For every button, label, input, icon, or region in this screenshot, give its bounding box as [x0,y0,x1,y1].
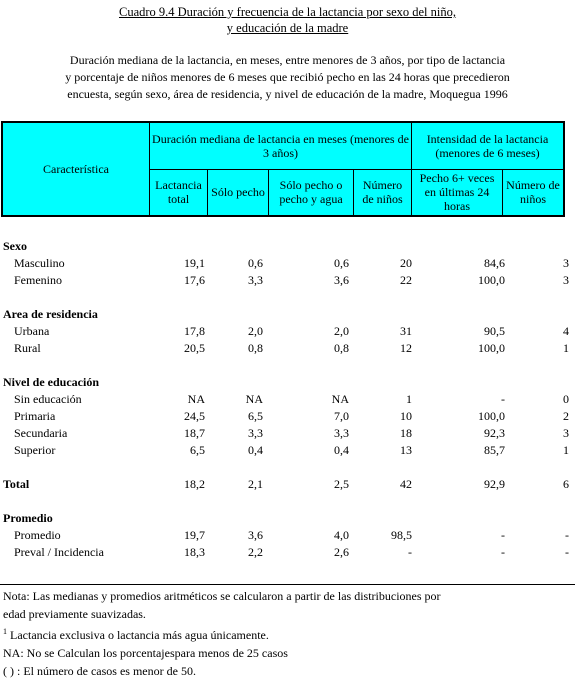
row-label: Secundaria [14,426,68,440]
note-line3-text: Lactancia exclusiva o lactancia más agua únicamente. [7,628,269,642]
cell-col5: - [501,528,505,542]
table-header [1,121,565,217]
header-numero-ninos-2: Número de niños [503,169,565,216]
spacer-row [0,493,575,510]
cell-col1: 24,5 [184,409,205,423]
spacer-row [0,289,575,306]
header-group-duracion: Duración mediana de lactancia en meses (menores de 3 años) [150,122,412,169]
cell-col2: 0,8 [248,341,263,355]
cell-col3: 3,3 [334,426,349,440]
section-row [0,238,575,255]
header-group-intensidad: Intensidad de la lactancia (menores de 6 meses) [412,122,565,169]
cell-col2: 3,3 [248,273,263,287]
row-label: Preval / Incidencia [14,545,104,559]
cell-col5: - [501,392,505,406]
cell-col4: 22 [400,273,412,287]
table-notes [3,587,563,680]
cell-col1: 18,3 [184,545,205,559]
cell-col6: 3 [563,426,569,440]
row-label: Primaria [14,409,56,423]
cell-col6: 3 [563,273,569,287]
row-label: Superior [14,443,56,457]
table-title-line2 [0,21,575,36]
notes-divider [0,584,575,585]
spacer-row [0,459,575,476]
cell-col2: 2,2 [248,545,263,559]
cell-col6: 4 [563,324,569,338]
section-label: Promedio [3,511,53,525]
cell-col4: - [408,545,412,559]
cell-col5: 84,6 [484,256,505,270]
cell-col3: 2,6 [334,545,349,559]
table-row [0,408,575,425]
cell-col3: 0,8 [334,341,349,355]
cell-col5: 100,0 [478,273,505,287]
cell-col3: NA [331,392,349,406]
cell-col2: 2,0 [248,324,263,338]
cell-col3: 0,4 [334,443,349,457]
row-label: Masculino [14,256,65,270]
total-row [0,476,575,493]
cell-col5: 92,3 [484,426,505,440]
cell-col3: 7,0 [334,409,349,423]
header-solo-pecho: Sólo pecho [208,169,269,216]
cell-col4: 10 [400,409,412,423]
section-label: Area de residencia [3,307,98,321]
row-label: Promedio [14,528,61,542]
cell-col2: 0,6 [248,256,263,270]
cell-col6: 0 [563,392,569,406]
cell-col6: - [565,528,569,542]
cell-col1: 19,1 [184,256,205,270]
note-footnote-marker: 1 [3,627,7,636]
cell-col2: 3,3 [248,426,263,440]
cell-col4: 42 [400,477,412,491]
cell-col4: 20 [400,256,412,270]
table-row [0,544,575,561]
header-caracteristica: Característica [2,122,150,216]
table-body [0,238,575,561]
table-row [0,442,575,459]
row-label: Urbana [14,324,50,338]
cell-col2: 3,6 [248,528,263,542]
table-row [0,425,575,442]
subtitle-line3: encuesta, según sexo, área de residencia, y nivel de educación de la madre, Moquegua 1996 [67,87,508,101]
cell-col3: 2,0 [334,324,349,338]
cell-col1: 20,5 [184,341,205,355]
cell-col5: 100,0 [478,409,505,423]
header-solo-pecho-agua: Sólo pecho o pecho y agua [269,169,354,216]
table-row [0,391,575,408]
table-row [0,323,575,340]
spacer-row [0,357,575,374]
section-label: Nivel de educación [3,375,99,389]
table-title-line1 [0,5,575,20]
note-line4: NA: No se Calculan los porcentajespara menos de 25 casos [3,646,288,660]
cell-col6: 6 [563,477,569,491]
table-row [0,527,575,544]
cell-col4: 18 [400,426,412,440]
section-row [0,306,575,323]
section-row [0,510,575,527]
row-label: Femenino [14,273,62,287]
subtitle-line1: Duración mediana de la lactancia, en meses, entre menores de 3 años, por tipo de lactancia [69,53,506,67]
cell-col1: NA [187,392,205,406]
cell-col1: 18,7 [184,426,205,440]
title-line1-text: Cuadro 9.4 Duración y frecuencia de la lactancia por sexo del niño, [118,5,457,19]
note-line2: edad previamente suavizadas. [3,607,146,621]
cell-col6: 2 [563,409,569,423]
cell-col2: 0,4 [248,443,263,457]
cell-col3: 2,5 [334,477,349,491]
cell-col5: 90,5 [484,324,505,338]
section-row [0,374,575,391]
cell-col1: 19,7 [184,528,205,542]
cell-col1: 6,5 [190,443,205,457]
table-row [0,255,575,272]
cell-col5: 100,0 [478,341,505,355]
cell-col1: 18,2 [184,477,205,491]
row-label: Rural [14,341,41,355]
cell-col4: 12 [400,341,412,355]
note-line1: Nota: Las medianas y promedios aritméticos se calcularon a partir de las distribuciones por [3,589,441,603]
cell-col2: 2,1 [248,477,263,491]
cell-col4: 1 [406,392,412,406]
cell-col1: 17,6 [184,273,205,287]
cell-col5: 85,7 [484,443,505,457]
row-label: Sin educación [14,392,82,406]
cell-col4: 31 [400,324,412,338]
note-line3 [3,623,563,644]
table-subtitle [0,52,575,103]
cell-col2: 6,5 [248,409,263,423]
header-lactancia-total: Lactancia total [150,169,208,216]
cell-col3: 0,6 [334,256,349,270]
section-label: Sexo [3,239,27,253]
title-line2-text: y educación de la madre [226,21,349,35]
cell-col2: NA [245,392,263,406]
table-row [0,340,575,357]
cell-col5: - [501,545,505,559]
cell-col6: 1 [563,341,569,355]
cell-col3: 4,0 [334,528,349,542]
row-label: Total [3,477,30,491]
header-pecho-6-veces: Pecho 6+ veces en últimas 24 horas [412,169,503,216]
cell-col4: 98,5 [391,528,412,542]
table-row [0,272,575,289]
cell-col6: 3 [563,256,569,270]
subtitle-line2: y porcentaje de niños menores de 6 meses que recibió pecho en las 24 horas que precedieron [65,70,510,84]
cell-col6: - [565,545,569,559]
note-line5: ( ) : El número de casos es menor de 50. [3,664,196,678]
cell-col3: 3,6 [334,273,349,287]
header-numero-ninos-1: Número de niños [354,169,412,216]
cell-col6: 1 [563,443,569,457]
cell-col1: 17,8 [184,324,205,338]
cell-col4: 13 [400,443,412,457]
cell-col5: 92,9 [484,477,505,491]
